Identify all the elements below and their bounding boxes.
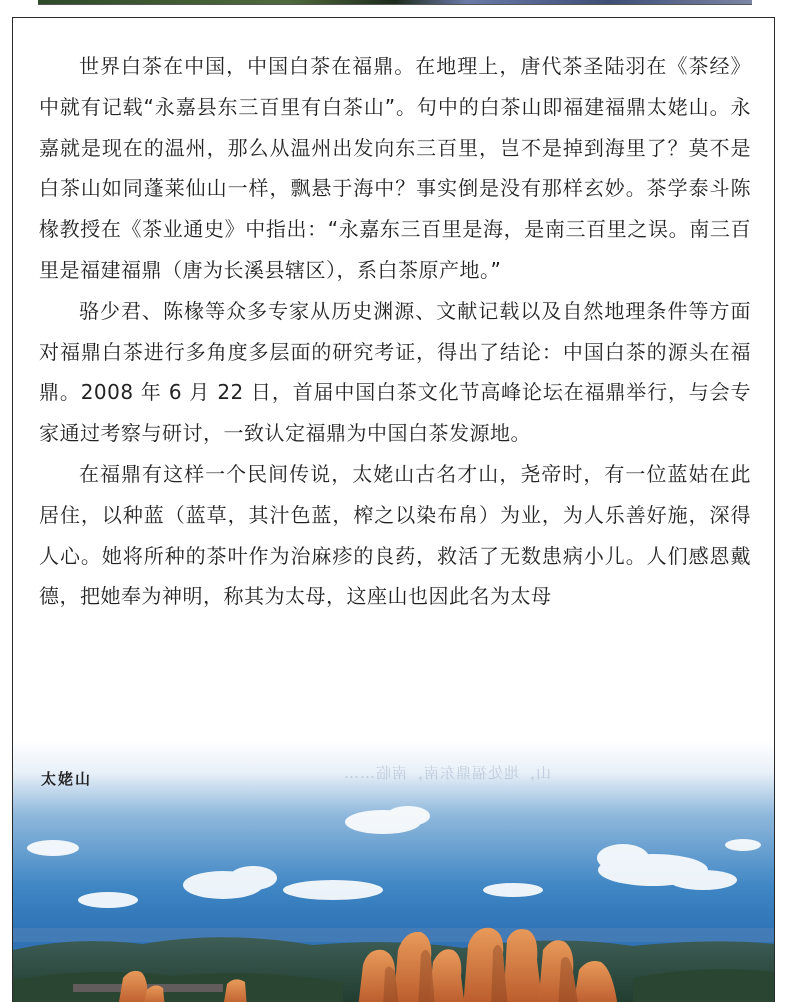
paragraph-2: 骆少君、陈椽等众多专家从历史渊源、文献记载以及自然地理条件等方面对福鼎白茶进行多角度多层面的研究考证，得出了结论：中国白茶的源头在福鼎。2008 年 6 月 22 日，首届中国白茶文化节高峰论坛在福鼎举行，与会专家通过考察与研讨，一致认定福鼎为中国白茶发源地。 [39,298,751,446]
previous-page-photo-strip [38,0,752,5]
taimu-mountain-photo [13,740,775,1002]
bleed-through-text: 山，地处福鼎东南，南临…… [343,764,552,782]
paragraph-3: 在福鼎有这样一个民间传说，太姥山古名才山，尧帝时，有一位蓝姑在此居住，以种蓝（蓝草，其汁色蓝，榨之以染布帛）为业，为人乐善好施，深得人心。她将所种的茶叶作为治麻疹的良药，救活了无数患病小儿。人们感恩戴德，把她奉为神明，称其为太母，这座山也因此名为太母 [39,461,751,609]
sea [13,928,775,942]
article-body [39,46,751,617]
photo-caption: 太姥山 [41,770,93,788]
paragraph-1: 世界白茶在中国，中国白茶在福鼎。在地理上，唐代茶圣陆羽在《茶经》中就有记载“永嘉县东三百里有白茶山”。句中的白茶山即福建福鼎太姥山。永嘉就是现在的温州，那么从温州出发向东三百里，岂不是掉到海里了？莫不是白茶山如同蓬莱仙山一样，飘悬于海中？事实倒是没有那样玄妙。茶学泰斗陈椽教授在《茶业通史》中指出：“永嘉东三百里是海，是南三百里之误。南三百里是福建福鼎（唐为长溪县辖区），系白茶原产地。” [39,54,751,282]
content-frame [12,17,775,1002]
